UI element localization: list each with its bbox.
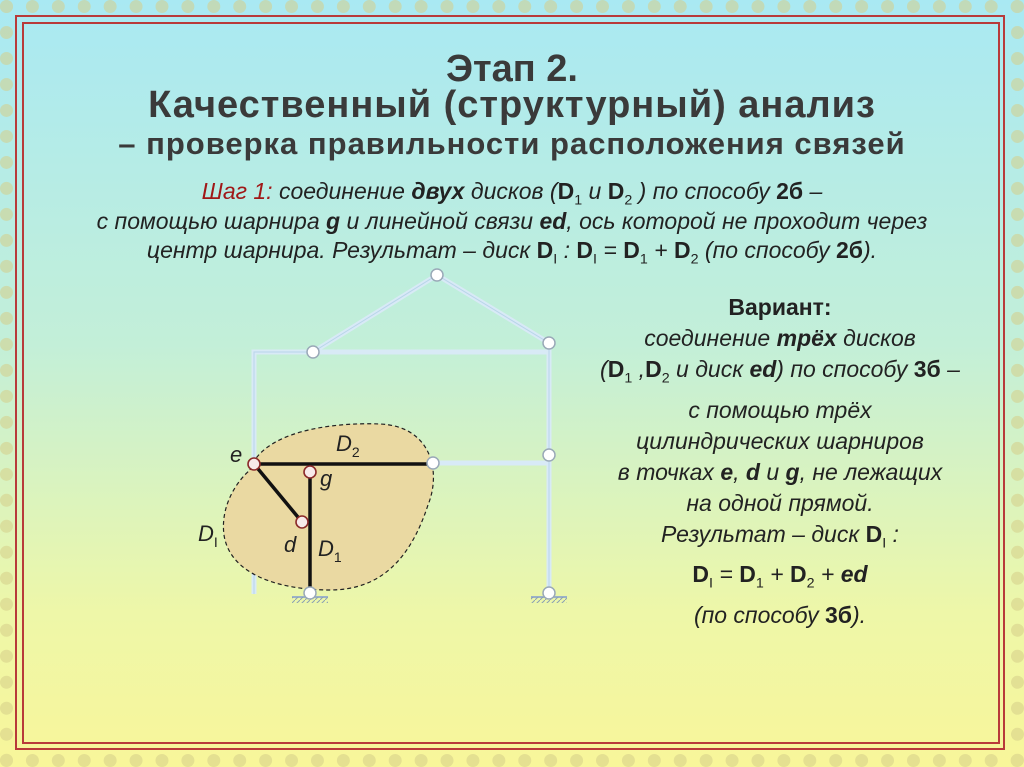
hinge-e: [248, 458, 260, 470]
step-line-1: Шаг 1: соединение двух дисков ($D_1$ и $D_2$ ) по способу 2б –: [201, 178, 823, 209]
hinge-g: [304, 466, 316, 478]
label-e: e: [230, 442, 243, 467]
analysis-subtitle: – проверка правильности расположения связей: [118, 126, 906, 161]
hinge-support-right: [543, 587, 555, 599]
hinge-support-left: [304, 587, 316, 599]
step-line-2: с помощью шарнира g и линейной связи ed, ось которой не проходит через: [96, 208, 928, 234]
variant-heading: Вариант:: [728, 294, 832, 320]
step-line-3: центр шарнира. Результат – диск $D_I$ : $D_I = D_1 + D_2$ (по способу 2б).: [146, 237, 878, 268]
gable-roof: [313, 275, 549, 352]
step-label: Шаг 1:: [201, 178, 273, 204]
hinge-upper-right: [543, 337, 555, 349]
hinge-D2-end: [427, 457, 439, 469]
hinge-top: [431, 269, 443, 281]
hinge-right-mid: [543, 449, 555, 461]
hinge-upper-left: [307, 346, 319, 358]
stage-title: Этап 2.: [446, 48, 578, 90]
hinge-d: [296, 516, 308, 528]
variant-block: Вариант: соединение трёх дисков ($D_1$ $,D_2$ и диск ed) по способу 3б – с помощью трёх цилиндрических шарниров в точках e, d и g, не лежащих на одной прямой. Результат – диск $D_I$ : $D_I = D_1 + D_2$ + ed (по способу 3б).: [560, 292, 1000, 631]
analysis-title: Качественный (структурный) анализ: [148, 84, 876, 126]
label-D2: $D_2$: [336, 431, 360, 460]
label-g: g: [320, 466, 333, 491]
label-DI: $D_I$: [198, 521, 218, 550]
label-d: d: [284, 532, 297, 557]
label-D1: $D_1$: [318, 536, 342, 565]
